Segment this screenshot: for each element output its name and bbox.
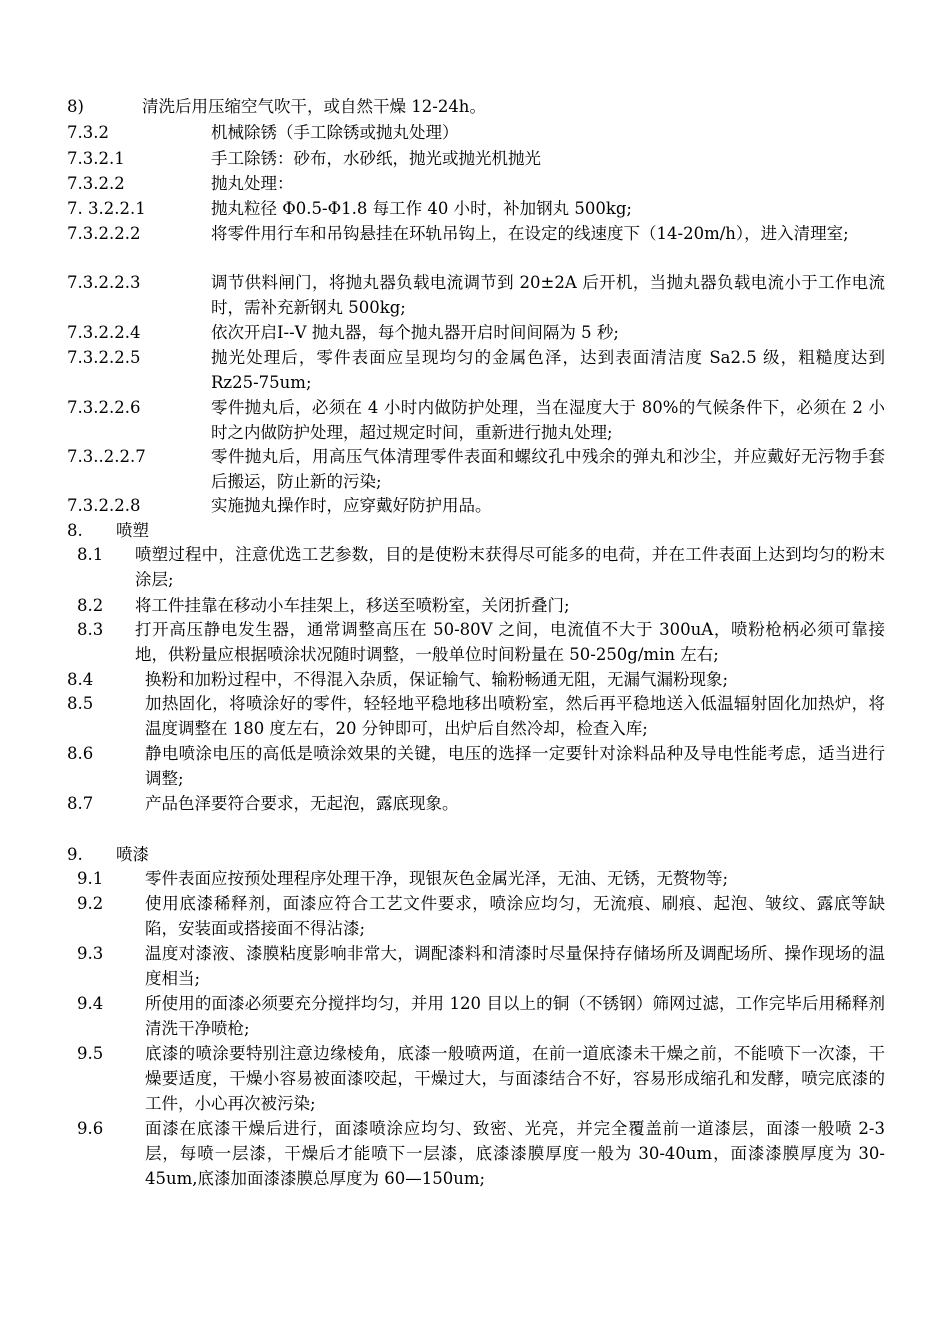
- item-text: 依次开启Ⅰ--Ⅴ 抛丸器，每个抛丸器开启时间间隔为 5 秒;: [211, 323, 619, 342]
- item-number: 7.3.2.1: [67, 149, 125, 168]
- item-number: 7.3.2.2: [67, 174, 125, 193]
- item-text: 加热固化，将喷涂好的零件，轻轻地平稳地移出喷粉室，然后再平稳地送入低温辐射固化加热炉，将温度调整在 180 度左右，20 分钟即可，出炉后自然冷却，检查入库;: [145, 694, 885, 738]
- item-number: 9.3: [77, 944, 104, 963]
- item-number: 7.3.2.2.3: [67, 273, 141, 292]
- item-number: 8.4: [67, 670, 94, 689]
- item-number: 9.4: [77, 994, 104, 1013]
- item-text: 温度对漆液、漆膜粘度影响非常大，调配漆料和清漆时尽量保持存储场所及调配场所、操作现场的温度相当;: [145, 944, 885, 988]
- item-text: 静电喷涂电压的高低是喷涂效果的关键，电压的选择一定要针对涂料品种及导电性能考虑，适当进行调整;: [145, 744, 885, 788]
- item-text: 零件表面应按预处理程序处理干净，现银灰色金属光泽，无油、无锈，无赘物等;: [145, 869, 729, 888]
- item-number: 7.3.2: [67, 123, 109, 142]
- item-text: 换粉和加粉过程中，不得混入杂质，保证输气、输粉畅通无阻，无漏气漏粉现象;: [145, 670, 729, 689]
- item-number: 8): [67, 97, 84, 116]
- item-number: 9.5: [77, 1044, 104, 1063]
- item-number: 8.6: [67, 744, 94, 763]
- item-text: 零件抛丸后，必须在 4 小时内做防护处理，当在湿度大于 80%的气候条件下，必须在 2 小时之内做防护处理，超过规定时间，重新进行抛丸处理;: [211, 398, 885, 442]
- item-number: 7.3..2.2.7: [67, 447, 146, 466]
- item-number: 7. 3.2.2.1: [67, 199, 146, 218]
- item-number: 8.1: [77, 545, 104, 564]
- item-text: 抛丸处理：: [211, 174, 294, 193]
- section-title: 喷漆: [116, 845, 149, 864]
- item-number: 8.2: [77, 596, 104, 615]
- item-text: 将工件挂靠在移动小车挂架上，移送至喷粉室，关闭折叠门;: [135, 596, 570, 615]
- item-text: 抛光处理后，零件表面应呈现均匀的金属色泽，达到表面清洁度 Sa2.5 级，粗糙度达到 Rz25-75um;: [211, 348, 885, 392]
- item-text: 实施抛丸操作时，应穿戴好防护用品。: [211, 496, 492, 515]
- item-number: 7.3.2.2.6: [67, 398, 141, 417]
- section-number: 8.: [67, 521, 83, 540]
- item-number: 9.1: [77, 869, 104, 888]
- item-number: 7.3.2.2.5: [67, 348, 141, 367]
- item-text: 使用底漆稀释剂，面漆应符合工艺文件要求，喷涂应均匀，无流痕、刷痕、起泡、皱纹、露底等缺陷，安装面或搭接面不得沾漆;: [145, 894, 885, 938]
- item-text: 所使用的面漆必须要充分搅拌均匀，并用 120 目以上的铜（不锈钢）筛网过滤，工作完毕后用稀释剂清洗干净喷枪;: [145, 994, 885, 1038]
- item-number: 8.3: [77, 620, 104, 639]
- item-text: 面漆在底漆干燥后进行，面漆喷涂应均匀、致密、光亮，并完全覆盖前一道漆层，面漆一般喷 2-3 层，每喷一层漆，干燥后才能喷下一层漆，底漆漆膜厚度一般为 30-40um，面漆漆膜厚度为 30-45um,底漆加面漆漆膜总厚度为 60—150um;: [145, 1119, 885, 1188]
- item-number: 7.3.2.2.4: [67, 323, 141, 342]
- item-text: 零件抛丸后，用高压气体清理零件表面和螺纹孔中残余的弹丸和沙尘，并应戴好无污物手套后搬运，防止新的污染;: [211, 447, 885, 491]
- item-number: 8.5: [67, 694, 94, 713]
- item-number: 9.6: [77, 1119, 104, 1138]
- item-text: 底漆的喷涂要特别注意边缘棱角，底漆一般喷两道，在前一道底漆未干燥之前，不能喷下一次漆，干燥要适度，干燥小容易被面漆咬起，干燥过大，与面漆结合不好，容易形成缩孔和发酵，喷完底漆的工件，小心再次被污染;: [145, 1044, 885, 1113]
- section-title: 喷塑: [116, 521, 149, 540]
- item-text: 打开高压静电发生器，通常调整高压在 50-80V 之间，电流值不大于 300uA，喷粉枪柄必须可靠接地，供粉量应根据喷涂状况随时调整，一般单位时间粉量在 50-250g/min 左右;: [135, 620, 885, 664]
- item-text: 清洗后用压缩空气吹干，或自然干燥 12-24h。: [142, 97, 486, 116]
- item-text: 抛丸粒径 Φ0.5-Φ1.8 每工作 40 小时，补加钢丸 500kg;: [211, 199, 632, 218]
- section-number: 9.: [67, 845, 83, 864]
- item-text: 将零件用行车和吊钩悬挂在环轨吊钩上，在设定的线速度下（14-20m/h），进入清理室;: [211, 224, 849, 243]
- item-text: 产品色泽要符合要求，无起泡，露底现象。: [145, 794, 459, 813]
- item-text: 机械除锈（手工除锈或抛丸处理）: [211, 123, 459, 142]
- item-text: 喷塑过程中，注意优选工艺参数，目的是使粉末获得尽可能多的电荷，并在工件表面上达到均匀的粉末涂层;: [135, 545, 885, 589]
- item-text: 调节供料闸门，将抛丸器负载电流调节到 20±2A 后开机，当抛丸器负载电流小于工作电流时，需补充新钢丸 500kg;: [211, 273, 885, 317]
- item-number: 7.3.2.2.8: [67, 496, 141, 515]
- item-number: 8.7: [67, 794, 94, 813]
- item-text: 手工除锈：砂布，水砂纸，抛光或抛光机抛光: [211, 149, 541, 168]
- item-number: 7.3.2.2.2: [67, 224, 141, 243]
- item-number: 9.2: [77, 894, 104, 913]
